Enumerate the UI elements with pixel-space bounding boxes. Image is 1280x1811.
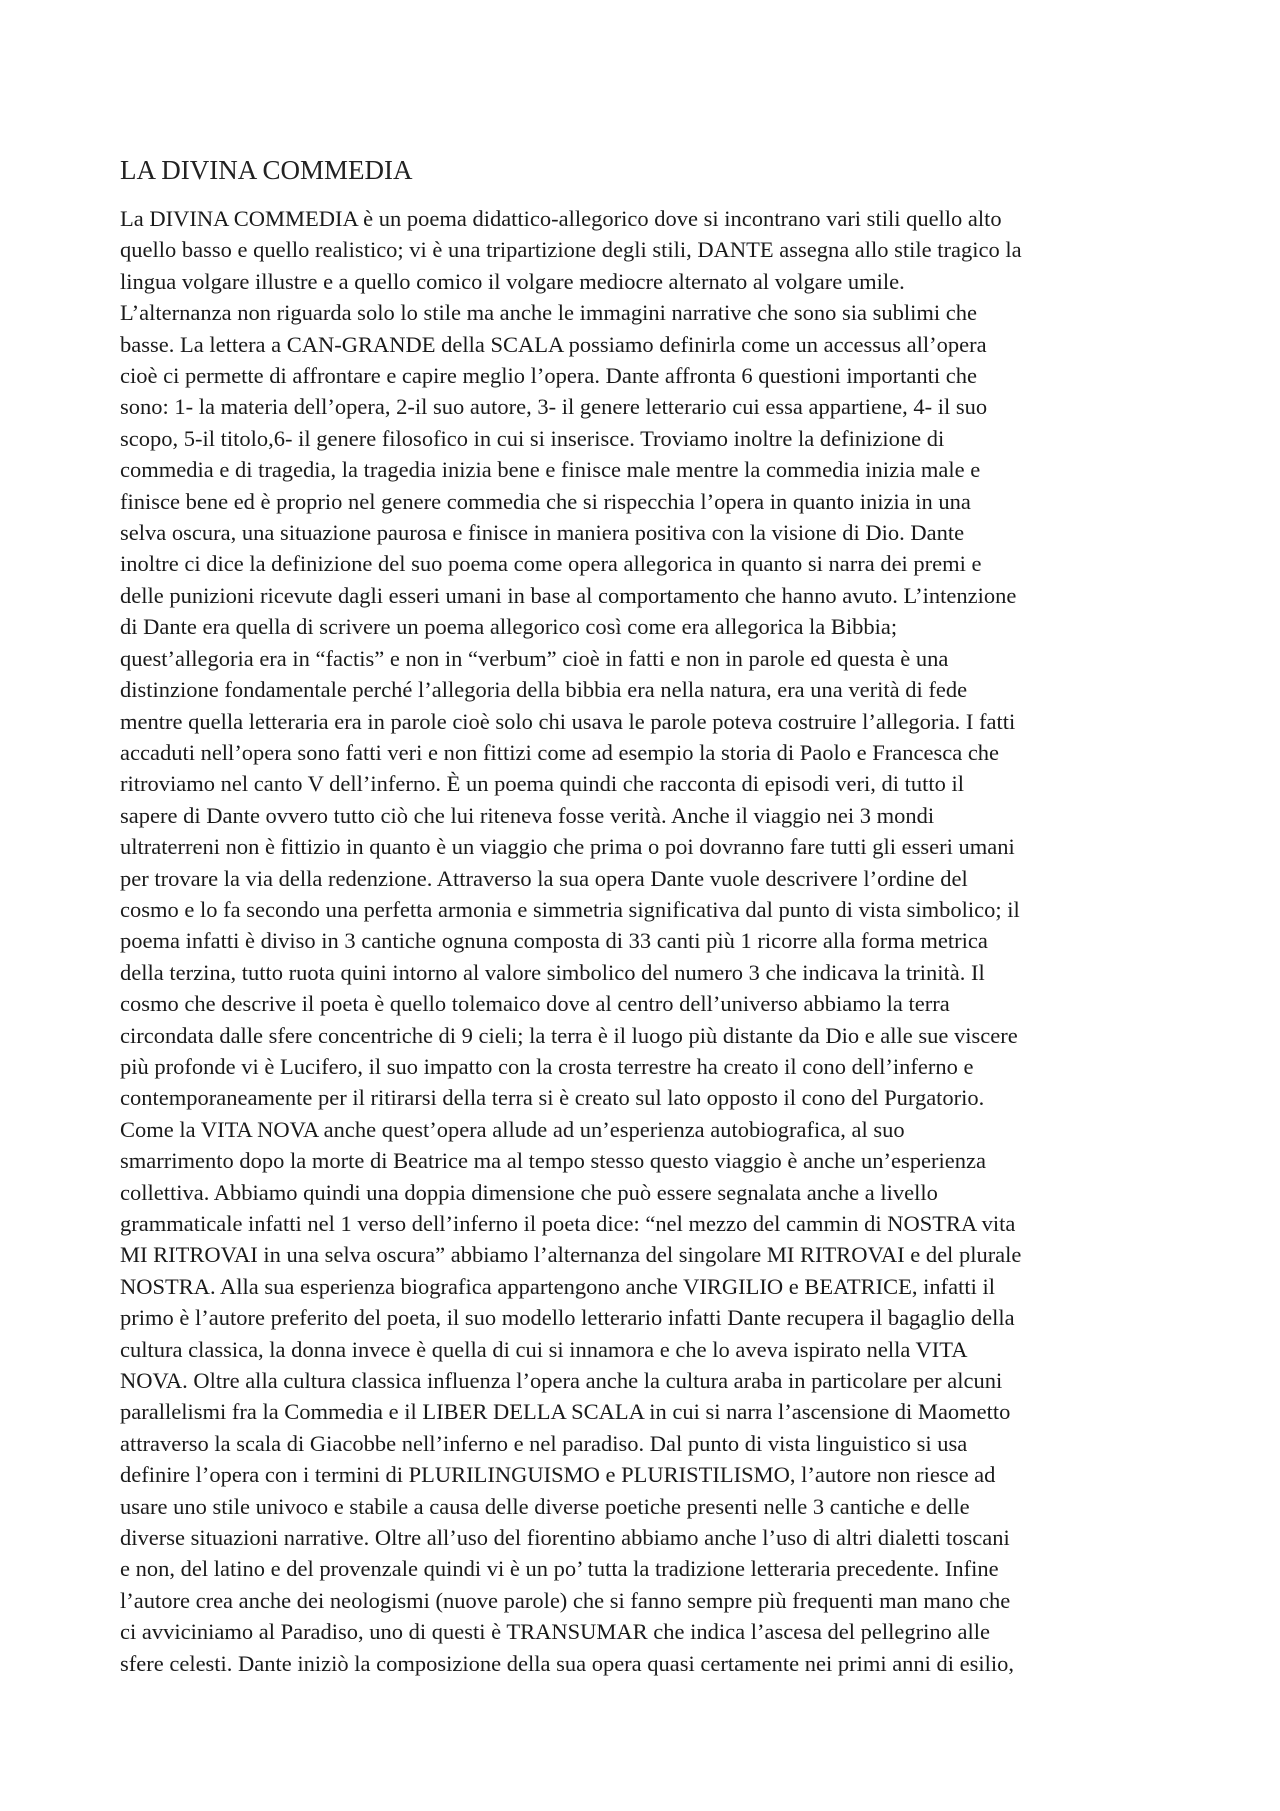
body-text-line: selva oscura, una situazione paurosa e finisce in maniera positiva con la visione di Dio. Dante (120, 520, 965, 546)
body-text-line: grammaticale infatti nel 1 verso dell’inferno il poeta dice: “nel mezzo del cammin di NOSTRA vita (120, 1211, 1016, 1236)
body-text-line: primo è l’autore preferito del poeta, il suo modello letterario infatti Dante recupera il bagaglio della (120, 1305, 1015, 1331)
body-text-line: contemporaneamente per il ritirarsi della terra si è creato sul lato opposto il cono del Purgatorio. (120, 1085, 985, 1111)
body-text-line: distinzione fondamentale perché l’allegoria della bibbia era nella natura, era una verità di fede (120, 677, 968, 703)
body-text-line: quest’allegoria era in “factis” e non in “verbum” cioè in fatti e non in parole ed questa è una (120, 645, 949, 671)
body-text-line: commedia e di tragedia, la tragedia inizia bene e finisce male mentre la commedia inizia male e (120, 457, 981, 483)
body-text-line: NOVA. Oltre alla cultura classica influenza l’opera anche la cultura araba in particolare per alcuni (120, 1368, 1003, 1394)
body-text-line: L’alternanza non riguarda solo lo stile ma anche le immagini narrative che sono sia sublimi che (120, 300, 978, 326)
body-text-line: delle punizioni ricevute dagli esseri umani in base al comportamento che hanno avuto. L’intenzione (120, 582, 1017, 608)
body-text-line: sapere di Dante ovvero tutto ciò che lui riteneva fosse verità. Anche il viaggio nei 3 mondi (120, 802, 935, 828)
body-text-line: l’autore crea anche dei neologismi (nuove parole) che si fanno sempre più frequenti man mano che (120, 1587, 1011, 1613)
body-text-line: di Dante era quella di scrivere un poema allegorico così come era allegorica la Bibbia; (120, 614, 898, 640)
document-title: LA DIVINA COMMEDIA (120, 155, 413, 185)
body-text-line: della terzina, tutto ruota quini intorno al valore simbolico del numero 3 che indicava la trinità. Il (120, 959, 985, 985)
body-text-line: finisce bene ed è proprio nel genere commedia che si rispecchia l’opera in quanto inizia in una (120, 488, 971, 514)
body-text-line: usare uno stile univoco e stabile a causa delle diverse poetiche presenti nelle 3 cantiche e delle (120, 1493, 970, 1519)
body-text-line: sono: 1- la materia dell’opera, 2-il suo autore, 3- il genere letterario cui essa appartiene, 4- il suo (120, 394, 988, 420)
body-text-line: attraverso la scala di Giacobbe nell’inferno e nel paradiso. Dal punto di vista linguistico si usa (120, 1430, 968, 1456)
body-text-line: mentre quella letteraria era in parole cioè solo chi usava le parole poteva costruire l’allegoria. I fatti (120, 708, 1016, 734)
body-text-line: ultraterreni non è fittizio in quanto è un viaggio che prima o poi dovranno fare tutti gli esseri umani (120, 834, 1015, 860)
body-text-line: MI RITROVAI in una selva oscura” abbiamo l’alternanza del singolare MI RITROVAI e del plurale (120, 1242, 1022, 1268)
body-text-line: quello basso e quello realistico; vi è una tripartizione degli stili, DANTE assegna allo stile tragico la (120, 237, 1022, 263)
body-text-line: cosmo che descrive il poeta è quello tolemaico dove al centro dell’universo abbiamo la terra (120, 991, 950, 1017)
body-text-line: poema infatti è diviso in 3 cantiche ognuna composta di 33 canti più 1 ricorre alla forma metrica (120, 928, 988, 954)
body-text-line: cioè ci permette di affrontare e capire meglio l’opera. Dante affronta 6 questioni importanti che (120, 363, 977, 389)
body-text-line: per trovare la via della redenzione. Attraverso la sua opera Dante vuole descrivere l’ordine del (120, 865, 968, 891)
body-text-line: circondata dalle sfere concentriche di 9 cieli; la terra è il luogo più distante da Dio e alle sue viscere (120, 1022, 1018, 1048)
body-text-line: scopo, 5-il titolo,6- il genere filosofico in cui si inserisce. Troviamo inoltre la definizione di (120, 425, 945, 451)
body-text-line: inoltre ci dice la definizione del suo poema come opera allegorica in quanto si narra dei premi e (120, 551, 982, 577)
body-text-line: ci avviciniamo al Paradiso, uno di questi è TRANSUMAR che indica l’ascesa del pellegrino alle (120, 1619, 990, 1645)
body-text-line: basse. La lettera a CAN-GRANDE della SCALA possiamo definirla come un accessus all’opera (120, 331, 987, 357)
body-text-line: smarrimento dopo la morte di Beatrice ma al tempo stesso questo viaggio è anche un’esperienza (120, 1148, 986, 1174)
body-text-line: La DIVINA COMMEDIA è un poema didattico-allegorico dove si incontrano vari stili quello alto (120, 206, 1002, 231)
body-text-line: definire l’opera con i termini di PLURILINGUISMO e PLURISTILISMO, l’autore non riesce ad (120, 1462, 996, 1488)
body-text-line: NOSTRA. Alla sua esperienza biografica appartengono anche VIRGILIO e BEATRICE, infatti il (120, 1273, 995, 1299)
body-text-line: cultura classica, la donna invece è quella di cui si innamora e che lo aveva ispirato nella VITA (120, 1336, 968, 1362)
body-text-line: più profonde vi è Lucifero, il suo impatto con la crosta terrestre ha creato il cono dell’inferno e (120, 1053, 974, 1079)
body-text-line: cosmo e lo fa secondo una perfetta armonia e simmetria significativa dal punto di vista simbolico; il (120, 896, 1020, 922)
body-text-line: Come la VITA NOVA anche quest’opera allude ad un’esperienza autobiografica, al suo (120, 1116, 905, 1142)
body-text-line: lingua volgare illustre e a quello comico il volgare mediocre alternato al volgare umile. (120, 268, 905, 294)
body-text-line: diverse situazioni narrative. Oltre all’uso del fiorentino abbiamo anche l’uso di altri dialetti toscani (120, 1525, 1010, 1551)
body-text-line: e non, del latino e del provenzale quindi vi è un po’ tutta la tradizione letteraria precedente. Infine (120, 1556, 999, 1582)
body-text-line: collettiva. Abbiamo quindi una doppia dimensione che può essere segnalata anche a livello (120, 1179, 938, 1205)
document-body (120, 203, 1180, 1679)
body-text-line: parallelismi fra la Commedia e il LIBER DELLA SCALA in cui si narra l’ascensione di Maometto (120, 1399, 1011, 1425)
body-text-line: ritroviamo nel canto V dell’inferno. È un poema quindi che racconta di episodi veri, di tutto il (120, 771, 964, 797)
body-text-line: sfere celesti. Dante iniziò la composizione della sua opera quasi certamente nei primi anni di esilio, (120, 1650, 1015, 1676)
body-text-line: accaduti nell’opera sono fatti veri e non fittizi come ad esempio la storia di Paolo e Francesca che (120, 739, 1000, 765)
